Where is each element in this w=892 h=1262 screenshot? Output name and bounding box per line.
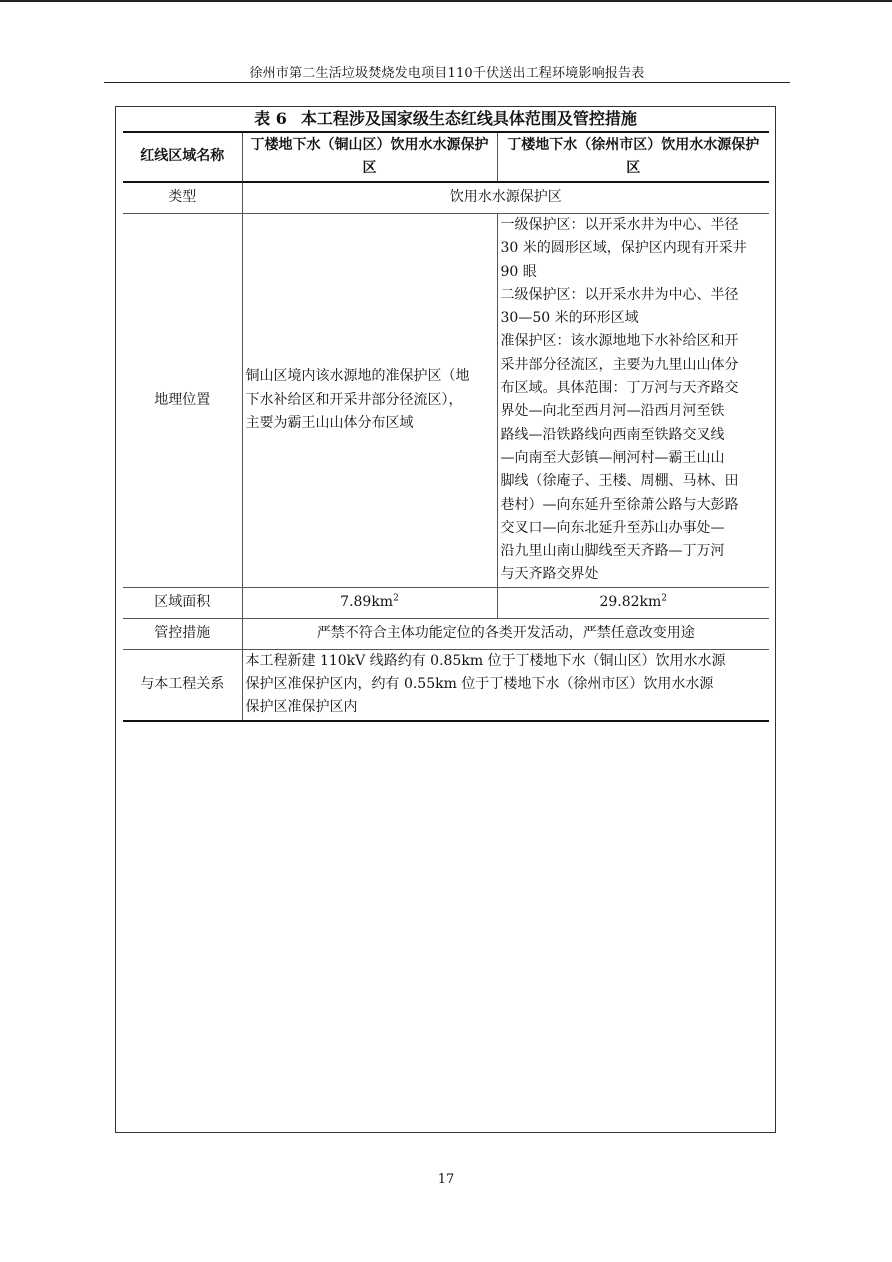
text-line: 二级保护区：以开采水井为中心、半径 [500, 286, 739, 303]
text-line: 巷村）—向东延升至徐萧公路与大彭路 [500, 496, 739, 513]
running-header: 徐州市第二生活垃圾焚烧发电项目110千伏送出工程环境影响报告表 [249, 66, 645, 81]
table-title [115, 108, 776, 130]
table-number: 表 6 [254, 109, 287, 128]
row-relation-label: 与本工程关系 [123, 649, 242, 720]
page-number: 17 [437, 1172, 455, 1187]
text-line: 30 米的圆形区域，保护区内现有开采井 [500, 240, 747, 257]
row-area-zone-b [497, 587, 769, 618]
row-type [123, 182, 769, 214]
page-top-border [0, 0, 892, 2]
row-measures [123, 618, 769, 649]
text-line: 交叉口—向东北延升至苏山办事处— [500, 519, 725, 536]
text-line: 界处—向北至西月河—沿西月河至铁 [500, 403, 725, 420]
row-location-zone-a [242, 214, 497, 588]
row-location-label: 地理位置 [123, 214, 242, 588]
text-line: 30—50 米的环形区域 [500, 310, 639, 327]
text-line: 采井部分径流区，主要为九里山山体分 [500, 356, 739, 373]
text-line: 一级保护区：以开采水井为中心、半径 [500, 217, 739, 233]
area-unit-exponent-a: 2 [393, 593, 399, 604]
row-location-zone-b [497, 214, 769, 588]
row-measures-value: 严禁不符合主体功能定位的各类开发活动，严禁任意改变用途 [242, 618, 769, 649]
text-line: 下水补给区和开采井部分径流区）， [245, 391, 463, 408]
row-relation [123, 649, 769, 720]
row-type-value: 饮用水水源保护区 [242, 182, 769, 214]
text-line: 本工程新建 110kV 线路约有 0.85km 位于丁楼地下水（铜山区）饮用水水源 [245, 652, 726, 669]
text-line: 布区域。具体范围：丁万河与天齐路交 [500, 380, 739, 397]
text-line: 主要为霸王山山体分布区域 [245, 415, 414, 432]
row-area [123, 587, 769, 618]
text-line: 路线—沿铁路线向西南至铁路交叉线 [500, 426, 725, 443]
text-line: 保护区准保护区内 [245, 699, 358, 716]
area-unit-exponent-b: 2 [661, 593, 668, 604]
text-line: 沿九里山南山脚线至天齐路—丁万河 [500, 543, 725, 560]
header-zone-b: 丁楼地下水（徐州市区）饮用水水源保护区 [497, 132, 769, 182]
row-area-label: 区域面积 [123, 587, 242, 618]
text-line: 脚线（徐庵子、王楼、周棚、马林、田 [500, 473, 739, 490]
ecological-redline-table [123, 131, 769, 722]
text-line: 铜山区境内该水源地的准保护区（地 [245, 368, 470, 385]
header-zone-a: 丁楼地下水（铜山区）饮用水水源保护区 [242, 132, 497, 182]
table-title-text: 本工程涉及国家级生态红线具体范围及管控措施 [300, 109, 637, 128]
header-label-cell: 红线区域名称 [123, 132, 242, 182]
text-line: —向南至大彭镇—闸河村—霸王山山 [500, 449, 725, 466]
area-value-a: 7.89km [340, 594, 394, 611]
row-location [123, 214, 769, 588]
text-line: 90 眼 [500, 263, 537, 280]
row-measures-label: 管控措施 [123, 618, 242, 649]
text-line: 与天齐路交界处 [500, 566, 599, 583]
text-line: 保护区准保护区内，约有 0.55km 位于丁楼地下水（徐州市区）饮用水水源 [245, 676, 714, 693]
row-type-label: 类型 [123, 182, 242, 214]
row-relation-value [242, 649, 769, 720]
area-value-b: 29.82km [599, 594, 662, 611]
table-header-row [123, 132, 769, 182]
row-area-zone-a [242, 587, 497, 618]
header-rule [104, 82, 790, 83]
text-line: 准保护区：该水源地地下水补给区和开 [500, 333, 739, 350]
